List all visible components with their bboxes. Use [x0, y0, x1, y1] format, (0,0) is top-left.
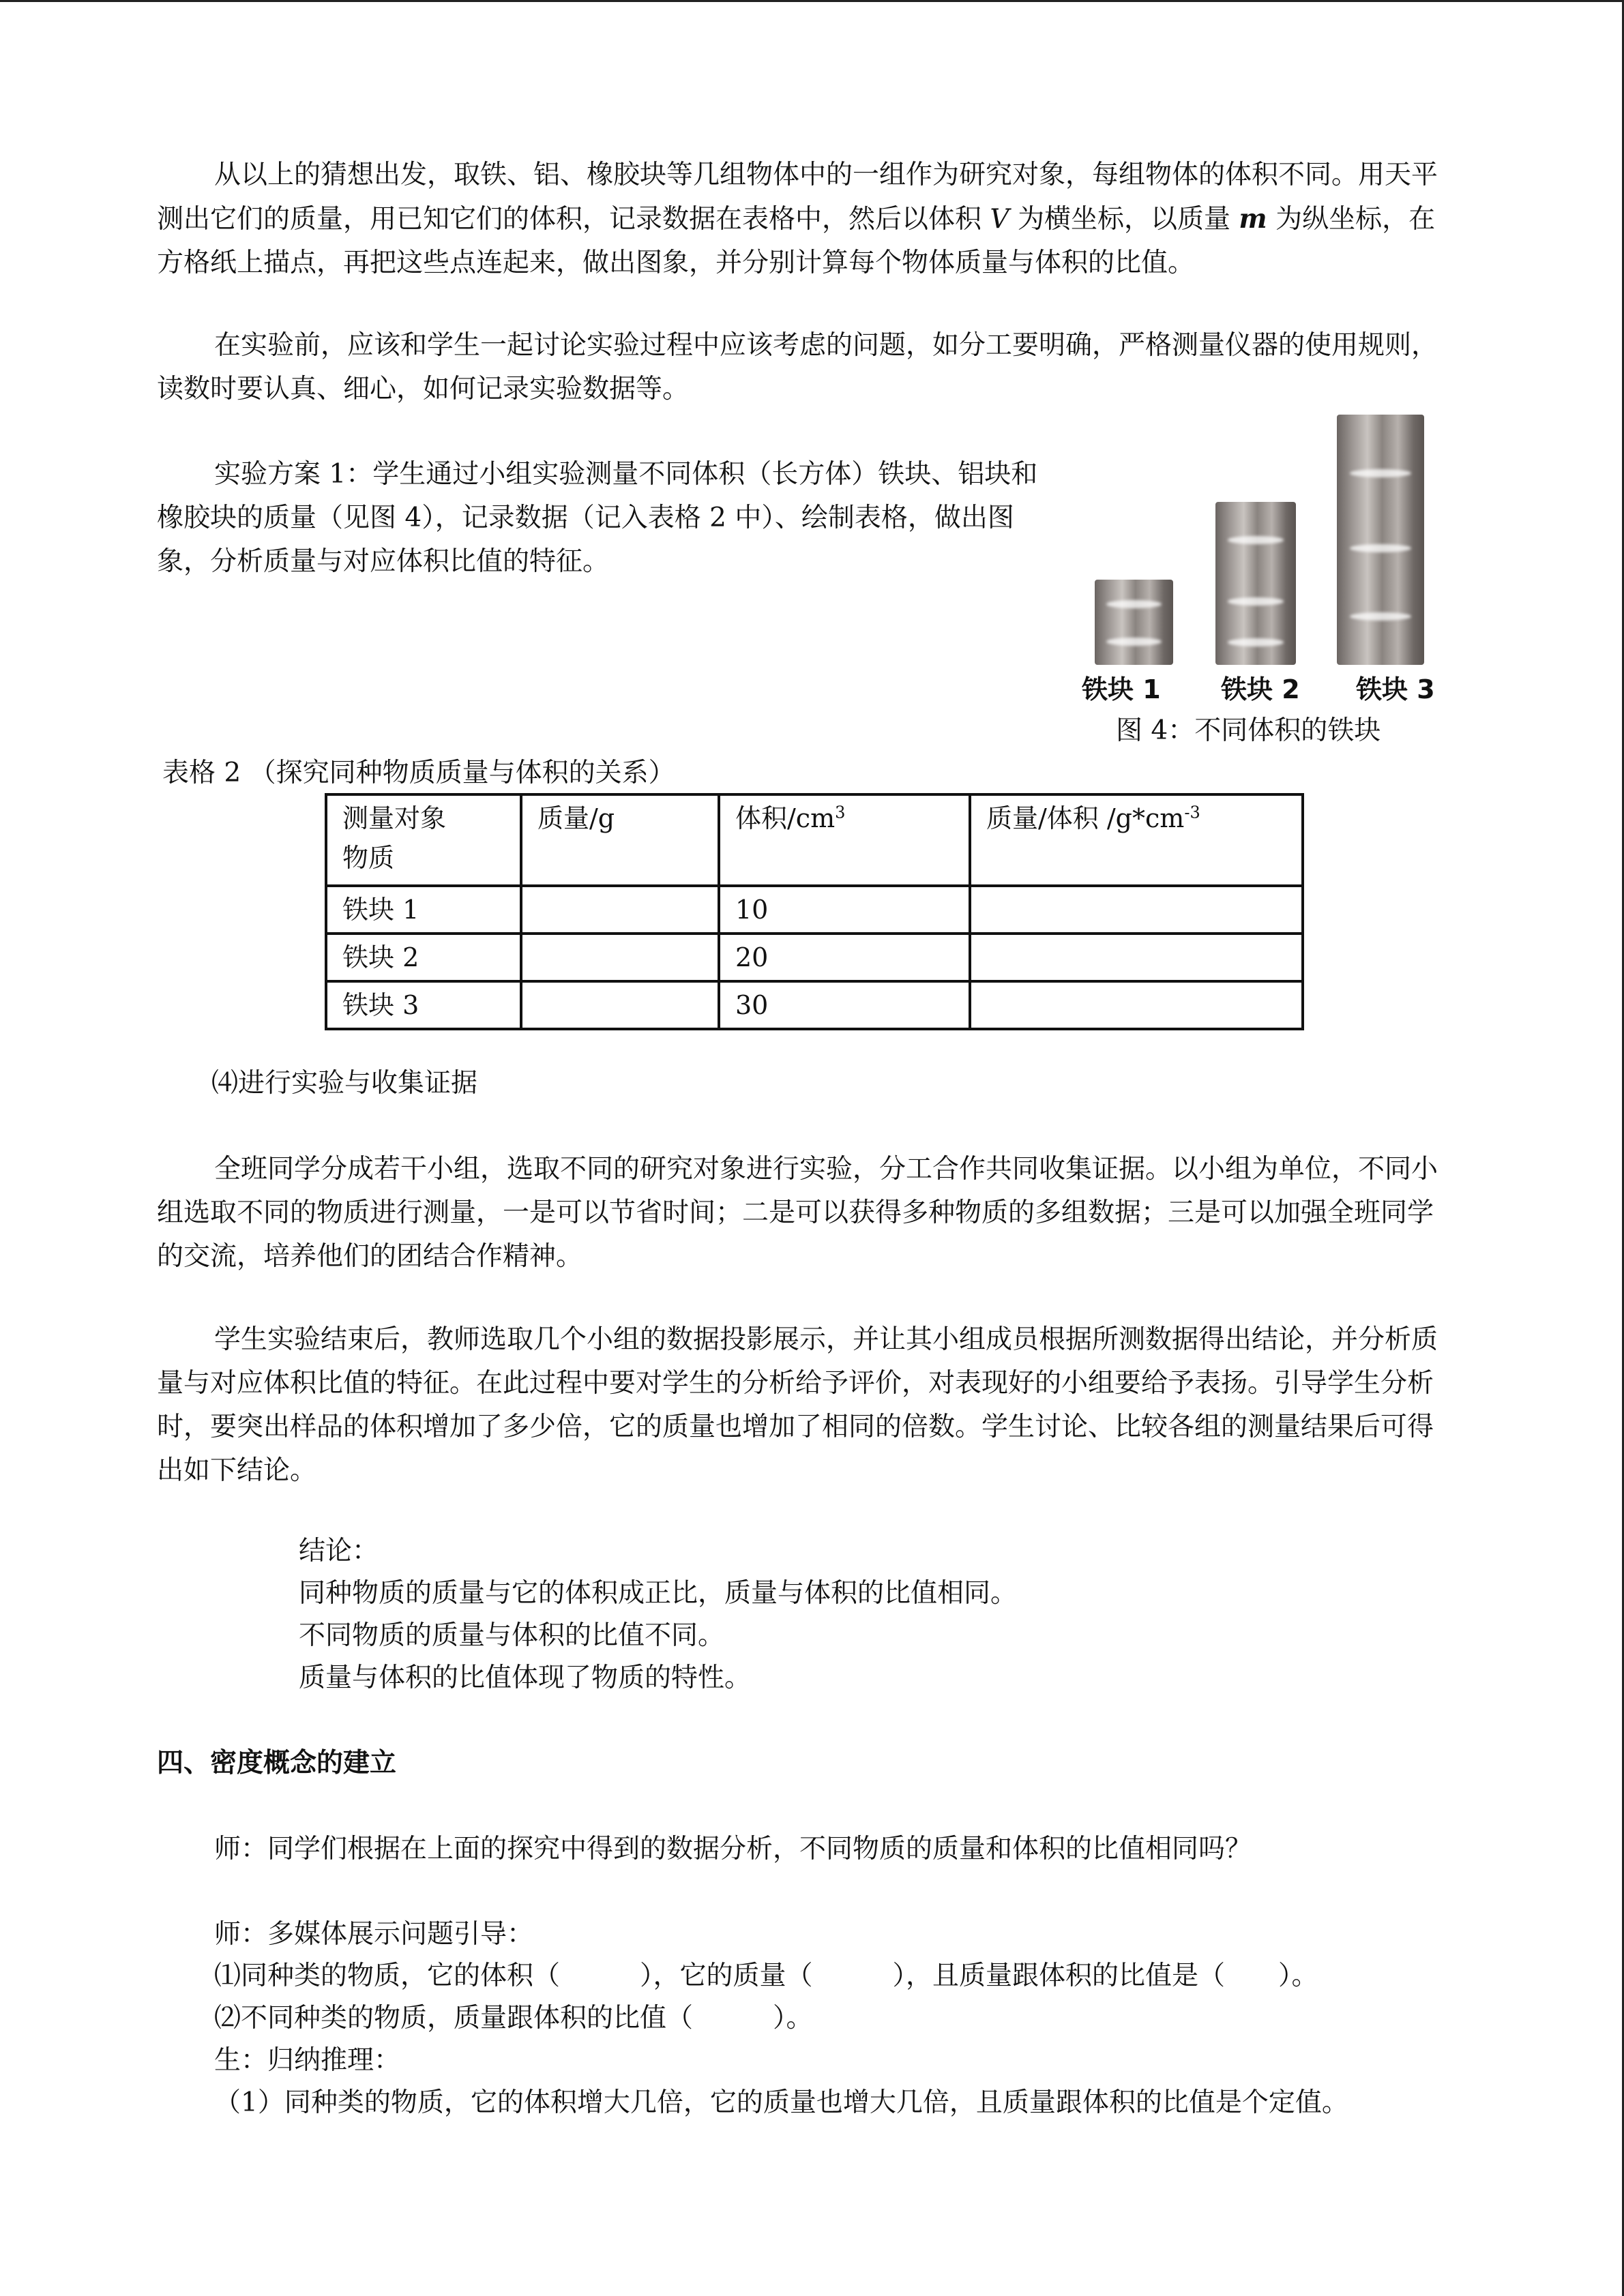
- header-cell-ratio: [970, 794, 1303, 886]
- table-row: [326, 981, 1303, 1029]
- variable-v: V: [990, 204, 1009, 235]
- paragraph-2: 在实验前，应该和学生一起讨论实验过程中应该考虑的问题，如分工要明确，严格测量仪器的使用规则，读数时要认真、细心，如何记录实验数据等。: [157, 330, 1438, 404]
- student-label: 生：归纳推理：: [214, 2045, 401, 2076]
- cell-ratio: [970, 934, 1303, 981]
- header-cell-object: [326, 794, 521, 886]
- cell-ratio: [970, 981, 1303, 1029]
- paragraph-1: [157, 153, 1446, 285]
- table-row: [326, 934, 1303, 981]
- data-table: [325, 793, 1304, 1030]
- cell-object: 铁块 1: [326, 886, 521, 934]
- figure-iron-blocks: [1064, 409, 1446, 757]
- paragraph-5: 学生实验结束后，教师选取几个小组的数据投影展示，并让其小组成员根据所测数据得出结论，并分析质量与对应体积比值的特征。在此过程中要对学生的分析给予评价，对表现好的小组要给予表扬。引导学生分析时，要突出样品的体积增加了多少倍，它的质量也增加了相同的倍数。学生讨论、比较各组的测量结果后可得出如下结论。: [157, 1324, 1438, 1486]
- paragraph-1-text: 从以上的猜想出发，取铁、铝、橡胶块等几组物体中的一组作为研究对象，每组物体的体积不同。用天平测出它们的质量，用已知它们的体积，记录数据在表格中，然后以体积: [157, 160, 1438, 235]
- header-volume-text: 体积/cm: [735, 803, 836, 833]
- cell-volume: 20: [719, 934, 970, 981]
- iron-block-3-label: 铁块 3: [1356, 674, 1435, 704]
- cell-ratio: [970, 886, 1303, 934]
- header-ratio-text: 质量/体积 /g*cm: [986, 803, 1185, 833]
- cell-mass: [521, 981, 719, 1029]
- page-border-top: [0, 0, 1624, 2]
- header-volume-sup: 3: [835, 803, 846, 822]
- paragraph-3: 实验方案 1：学生通过小组实验测量不同体积（长方体）铁块、铝块和橡胶块的质量（见图 4），记录数据（记入表格 2 中）、绘制表格，做出图象，分析质量与对应体积比值的特征。: [157, 459, 1038, 577]
- cell-volume: 30: [719, 981, 970, 1029]
- step-4-heading: ⑷进行实验与收集证据: [211, 1068, 478, 1099]
- conclusion-item-3: 质量与体积的比值体现了物质的特性。: [299, 1663, 752, 1693]
- cell-object: 铁块 2: [326, 934, 521, 981]
- header-object-line1: 测量对象: [342, 803, 447, 833]
- student-answer-1: （1）同种类的物质，它的体积增大几倍，它的质量也增大几倍，且质量跟体积的比值是个定值。: [214, 2087, 1348, 2118]
- guide-question-2: ⑵不同种类的物质，质量跟体积的比值（ ）。: [214, 2003, 813, 2033]
- conclusion-item-2: 不同物质的质量与体积的比值不同。: [299, 1620, 725, 1651]
- teacher-guide: 师：多媒体展示问题引导：: [214, 1919, 534, 1950]
- iron-block-1-label: 铁块 1: [1082, 674, 1161, 704]
- variable-m: m: [1239, 203, 1267, 235]
- cell-volume: 10: [719, 886, 970, 934]
- figure-caption: 图 4：不同体积的铁块: [1116, 715, 1381, 746]
- iron-block-1-image: [1095, 580, 1173, 665]
- guide-question-1: ⑴同种类的物质，它的体积（ ），它的质量（ ），且质量跟体积的比值是（ ）。: [214, 1960, 1318, 1991]
- cell-mass: [521, 934, 719, 981]
- iron-block-3-image: [1337, 415, 1424, 665]
- section-4-heading: 四、密度概念的建立: [157, 1748, 397, 1778]
- conclusion-title: 结论：: [299, 1536, 379, 1566]
- conclusion-item-1: 同种物质的质量与它的体积成正比，质量与体积的比值相同。: [299, 1578, 1018, 1609]
- cell-object: 铁块 3: [326, 981, 521, 1029]
- paragraph-4: 全班同学分成若干小组，选取不同的研究对象进行实验，分工合作共同收集证据。以小组为单位，不同小组选取不同的物质进行测量，一是可以节省时间；二是可以获得多种物质的多组数据；三是可以加强全班同学的交流，培养他们的团结合作精神。: [157, 1154, 1438, 1272]
- header-ratio-sup: -3: [1184, 803, 1200, 822]
- iron-block-2-image: [1215, 502, 1296, 665]
- table-title: 表格 2 （探究同种物质质量与体积的关系）: [162, 758, 675, 788]
- header-cell-mass: 质量/g: [521, 794, 719, 886]
- paragraph-1-mid: 为横坐标，以质量: [1018, 204, 1231, 235]
- teacher-question: 师：同学们根据在上面的探究中得到的数据分析，不同物质的质量和体积的比值相同吗？: [214, 1834, 1252, 1864]
- header-object-line2: 物质: [342, 843, 395, 873]
- iron-block-2-label: 铁块 2: [1221, 674, 1300, 704]
- cell-mass: [521, 886, 719, 934]
- header-cell-volume: [719, 794, 970, 886]
- paragraph-1-end: 为纵坐标，在方格纸上描点，再把这些点连起来，做出图象，并分别计算每个物体质量与体积的比值。: [157, 204, 1436, 278]
- table-row: [326, 886, 1303, 934]
- table-header-row: [326, 794, 1303, 886]
